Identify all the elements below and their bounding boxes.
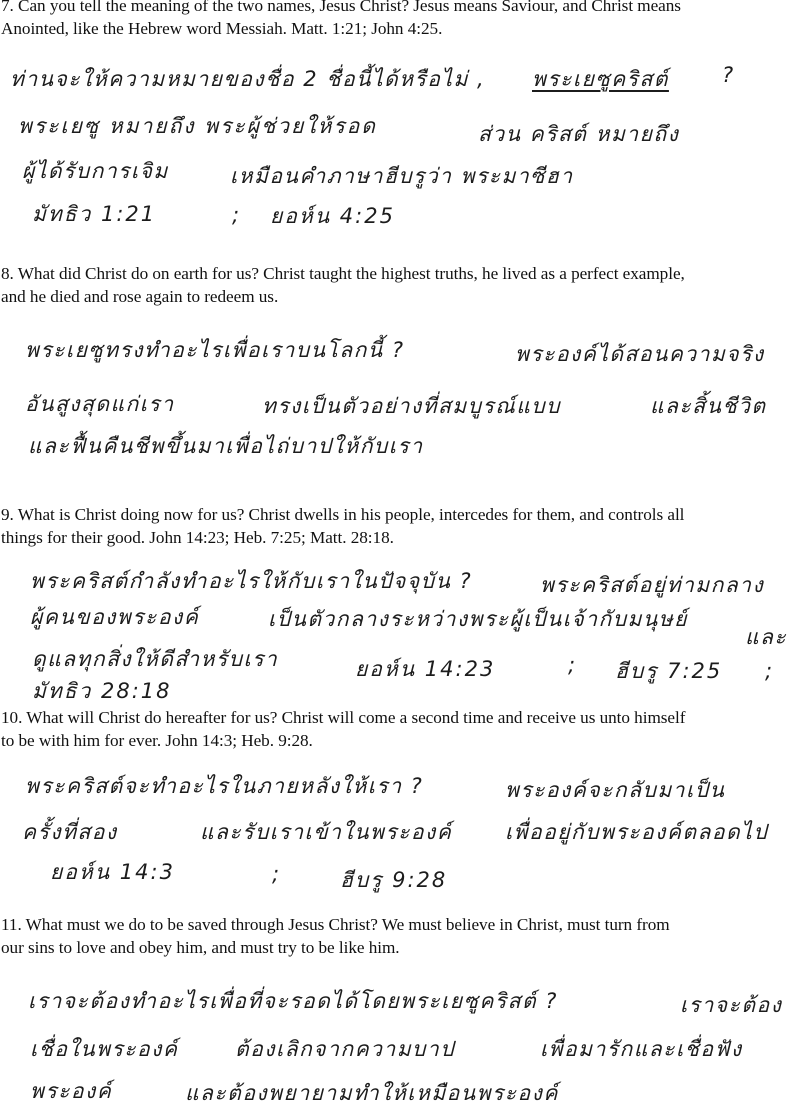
thai-handwriting: เป็นตัวกลางระหว่างพระผู้เป็นเจ้ากับมนุษย์	[268, 607, 688, 631]
thai-handwriting: พระองค์ได้สอนความจริง	[515, 342, 765, 366]
thai-handwriting: พระคริสต์อยู่ท่ามกลาง	[540, 573, 765, 597]
english-line: 8. What did Christ do on earth for us? Christ taught the highest truths, he lived as a perfect example,	[1, 264, 685, 283]
english-line: Anointed, like the Hebrew word Messiah. Matt. 1:21; John 4:25.	[1, 19, 443, 38]
thai-handwriting: และสิ้นชีวิต	[650, 394, 767, 418]
thai-handwriting: ทรงเป็นตัวอย่างที่สมบูรณ์แบบ	[262, 394, 561, 418]
thai-handwriting: มัทธิว 28:18	[32, 679, 172, 703]
thai-handwriting: เพื่ออยู่กับพระองค์ตลอดไป	[505, 820, 769, 844]
thai-handwriting: เราจะต้องทำอะไรเพื่อที่จะรอดได้โดยพระเยซูคริสต์ ?	[28, 989, 558, 1013]
thai-handwriting: มัทธิว 1:21	[32, 202, 157, 226]
question-8-english	[0, 262, 685, 308]
thai-handwriting: ท่านจะให้ความหมายของชื่อ 2 ชื่อนี้ได้หรือไม่ ,	[10, 67, 486, 91]
thai-handwriting: ;	[272, 862, 281, 886]
thai-handwriting: พระองค์	[30, 1079, 113, 1103]
thai-handwriting: ยอห์น 14:3	[50, 860, 175, 884]
thai-handwriting: ดูแลทุกสิ่งให้ดีสำหรับเรา	[32, 647, 279, 671]
thai-handwriting: พระเยซูคริสต์	[532, 67, 669, 91]
thai-handwriting: เหมือนคำภาษาฮีบรูว่า พระมาซีฮา	[230, 164, 574, 188]
english-line: 9. What is Christ doing now for us? Christ dwells in his people, intercedes for them, and controls all	[1, 505, 685, 524]
thai-handwriting: พระคริสต์กำลังทำอะไรให้กับเราในปัจจุบัน ?	[30, 569, 473, 593]
thai-handwriting: อันสูงสุดแก่เรา	[25, 392, 175, 416]
thai-handwriting: ครั้งที่สอง	[22, 820, 118, 844]
thai-handwriting: พระเยซู หมายถึง พระผู้ช่วยให้รอด	[18, 114, 377, 138]
thai-handwriting: ผู้ได้รับการเจิม	[22, 159, 169, 183]
thai-handwriting: และรับเราเข้าในพระองค์	[200, 820, 453, 844]
thai-handwriting: ฮีบรู 9:28	[340, 868, 448, 892]
thai-handwriting: ;	[232, 203, 241, 227]
english-line: our sins to love and obey him, and must try to be like him.	[1, 938, 400, 957]
question-9-english	[0, 503, 684, 549]
thai-handwriting: ;	[765, 659, 774, 683]
thai-handwriting: เชื่อในพระองค์	[30, 1037, 179, 1061]
thai-handwriting: ยอห์น 14:23	[355, 657, 496, 681]
thai-handwriting: เราจะต้อง	[680, 993, 783, 1017]
question-11-english	[0, 913, 670, 959]
thai-handwriting: ผู้คนของพระองค์	[30, 605, 200, 629]
thai-handwriting: ฮีบรู 7:25	[615, 659, 723, 683]
thai-handwriting: และต้องพยายามทำให้เหมือนพระองค์	[185, 1081, 559, 1105]
thai-handwriting: และ	[745, 625, 788, 649]
english-line: and he died and rose again to redeem us.	[1, 287, 279, 306]
thai-handwriting: ต้องเลิกจากความบาป	[235, 1037, 456, 1061]
thai-handwriting: พระองค์จะกลับมาเป็น	[505, 778, 726, 802]
thai-handwriting: เพื่อมารักและเชื่อฟัง	[540, 1037, 743, 1061]
thai-handwriting: ส่วน คริสต์ หมายถึง	[478, 122, 680, 146]
english-line: 11. What must we do to be saved through Jesus Christ? We must believe in Christ, must turn from	[1, 915, 670, 934]
thai-handwriting: ?	[722, 63, 735, 87]
thai-handwriting: พระเยซูทรงทำอะไรเพื่อเราบนโลกนี้ ?	[25, 338, 405, 362]
english-line: 10. What will Christ do hereafter for us? Christ will come a second time and receive us unto himself	[1, 708, 686, 727]
question-7-english	[0, 0, 681, 40]
thai-handwriting: พระคริสต์จะทำอะไรในภายหลังให้เรา ?	[25, 774, 424, 798]
english-line: 7. Can you tell the meaning of the two names, Jesus Christ? Jesus means Saviour, and Christ means	[1, 0, 681, 15]
english-line: things for their good. John 14:23; Heb. 7:25; Matt. 28:18.	[1, 528, 394, 547]
thai-handwriting: และฟื้นคืนชีพขึ้นมาเพื่อไถ่บาปให้กับเรา	[28, 434, 424, 458]
thai-handwriting: ยอห์น 4:25	[270, 204, 395, 228]
thai-handwriting: ;	[568, 653, 577, 677]
english-line: to be with him for ever. John 14:3; Heb. 9:28.	[1, 731, 313, 750]
question-10-english	[0, 706, 685, 752]
